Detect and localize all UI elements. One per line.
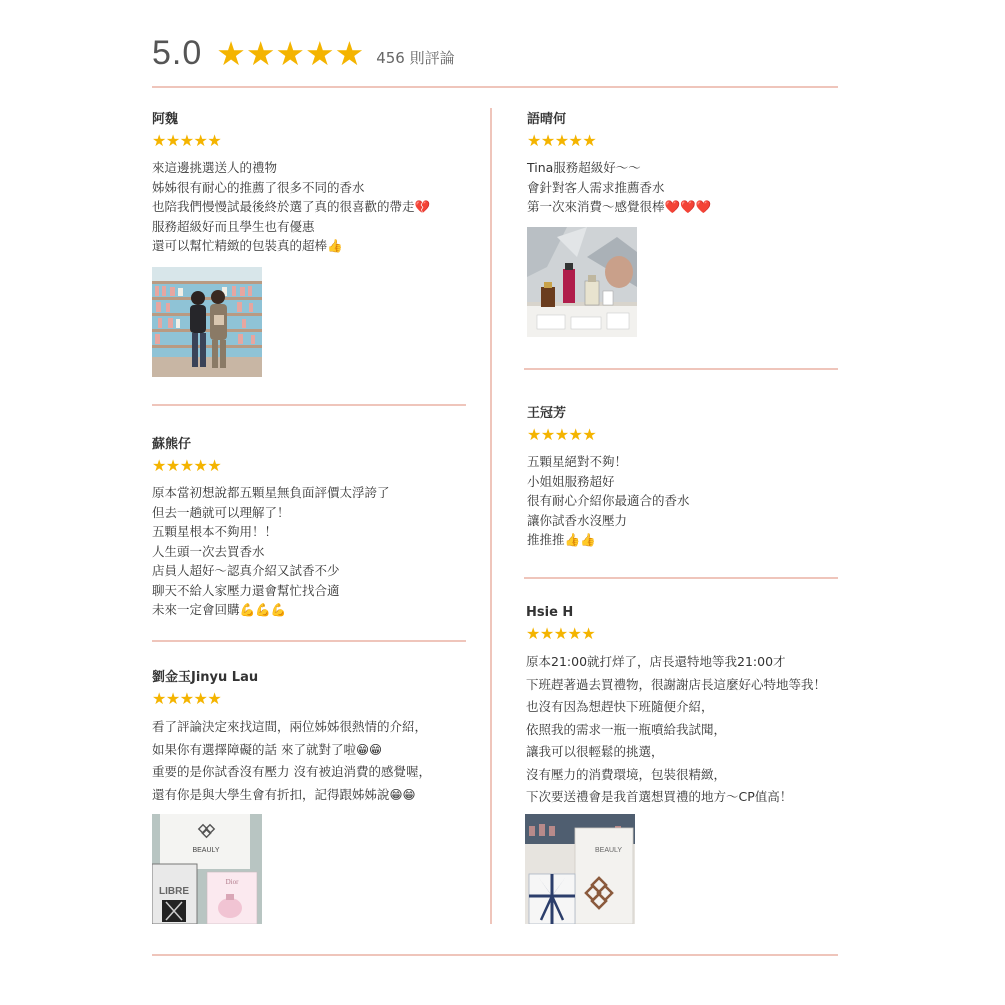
rating-summary	[152, 33, 455, 73]
review-line: 讓你試香水沒壓力	[527, 512, 628, 528]
review-line: 也沒有因為想趕快下班隨便介紹，	[526, 699, 714, 714]
column-divider	[490, 108, 492, 924]
header-divider	[152, 86, 838, 88]
review-line: 原本21:00就打烊了，店長還特地等我21:00才	[526, 654, 786, 669]
review-card	[152, 433, 482, 620]
footer-divider	[152, 954, 838, 956]
review-photo-beauly-bags[interactable]	[152, 814, 262, 924]
review-card	[527, 108, 837, 217]
review-text	[527, 452, 837, 550]
review-text	[152, 716, 482, 806]
review-line: 很有耐心介紹你最適合的香水	[527, 493, 690, 508]
review-line: 如果你有選擇障礙的話 來了就對了啦😁😁	[152, 741, 383, 757]
divider-left-2	[152, 640, 466, 642]
review-line: 原本當初想說都五顆星無負面評價太浮誇了	[152, 485, 390, 500]
reviewer-name: 蘇熊仔	[152, 437, 192, 452]
review-line: Tina服務超級好～～	[527, 160, 641, 175]
svg-text:LIBRE: LIBRE	[159, 886, 189, 897]
review-line: 小姐姐服務超好	[527, 473, 615, 489]
reviewer-name: Hsie H	[526, 605, 574, 620]
review-stars: ★★★★★	[152, 456, 222, 475]
review-line: 讓我可以很輕鬆的挑選，	[526, 744, 664, 759]
review-card	[526, 605, 866, 809]
review-line: 會針對客人需求推薦香水	[527, 179, 665, 195]
reviewer-name: 語晴何	[527, 112, 567, 127]
review-line: 推推推👍👍	[527, 532, 596, 547]
review-text	[527, 158, 837, 217]
review-stars: ★★★★★	[527, 425, 597, 444]
review-stars: ★★★★★	[526, 624, 596, 643]
review-line: 看了評論決定來找這間，兩位姊姊很熱情的介紹，	[152, 719, 428, 734]
review-line: 還有你是與大學生會有折扣，記得跟姊姊說😁😁	[152, 786, 416, 802]
review-line: 依照我的需求一瓶一瓶噴給我試聞，	[526, 721, 727, 737]
review-line: 也陪我們慢慢試最後終於選了真的很喜歡的帶走💔	[152, 199, 431, 214]
review-text	[526, 651, 866, 809]
review-card	[152, 666, 482, 806]
review-line: 未來一定會回購💪💪💪	[152, 602, 287, 617]
review-line: 重要的是你試香沒有壓力 沒有被迫消費的感覺喔，	[152, 764, 431, 779]
review-photo-perfumes[interactable]	[527, 227, 637, 337]
review-line: 但去一趟就可以理解了！	[152, 504, 290, 520]
review-card	[527, 402, 837, 550]
review-line: 人生頭一次去買香水	[152, 543, 265, 559]
review-card	[152, 108, 482, 256]
review-text	[152, 158, 482, 256]
review-stars: ★★★★★	[152, 689, 222, 708]
divider-right-1	[524, 368, 838, 370]
svg-text:Dior: Dior	[225, 878, 239, 886]
review-line: 聊天不給人家壓力還會幫忙找合適	[152, 582, 340, 598]
divider-right-2	[524, 577, 838, 579]
box-brand-text: BEAULY	[595, 847, 623, 854]
average-stars: ★★★★★	[216, 33, 365, 73]
review-stars: ★★★★★	[152, 131, 222, 150]
reviewer-name: 阿魏	[152, 112, 179, 127]
review-photo-beauly-box[interactable]	[525, 814, 635, 924]
review-line: 還可以幫忙精緻的包裝真的超棒👍	[152, 238, 343, 253]
bag-brand-text: BEAULY	[192, 847, 220, 854]
review-count: 456 則評論	[376, 48, 455, 67]
review-line: 姊姊很有耐心的推薦了很多不同的香水	[152, 179, 365, 195]
review-stars: ★★★★★	[527, 131, 597, 150]
review-line: 第一次來消費～感覺很棒❤️❤️❤️	[527, 199, 712, 214]
divider-left-1	[152, 404, 466, 406]
review-line: 下班趕著過去買禮物，很謝謝店長這麼好心特地等我！	[526, 676, 827, 692]
review-line: 服務超級好而且學生也有優惠	[152, 218, 315, 234]
review-line: 店員人超好～認真介紹又試香不少	[152, 563, 340, 578]
reviewer-name: 劉金玉Jinyu Lau	[152, 670, 259, 685]
review-line: 來這邊挑選送人的禮物	[152, 160, 278, 175]
reviewer-name: 王冠芳	[527, 406, 567, 421]
average-score: 5.0	[152, 33, 203, 72]
review-line: 五顆星根本不夠用！！	[152, 524, 278, 539]
review-photo-store[interactable]	[152, 267, 262, 377]
review-line: 下次要送禮會是我首選想買禮的地方～CP值高！	[526, 789, 793, 804]
review-line: 五顆星絕對不夠！	[527, 454, 628, 469]
review-text	[152, 483, 482, 620]
review-line: 沒有壓力的消費環境，包裝很精緻，	[526, 766, 727, 782]
